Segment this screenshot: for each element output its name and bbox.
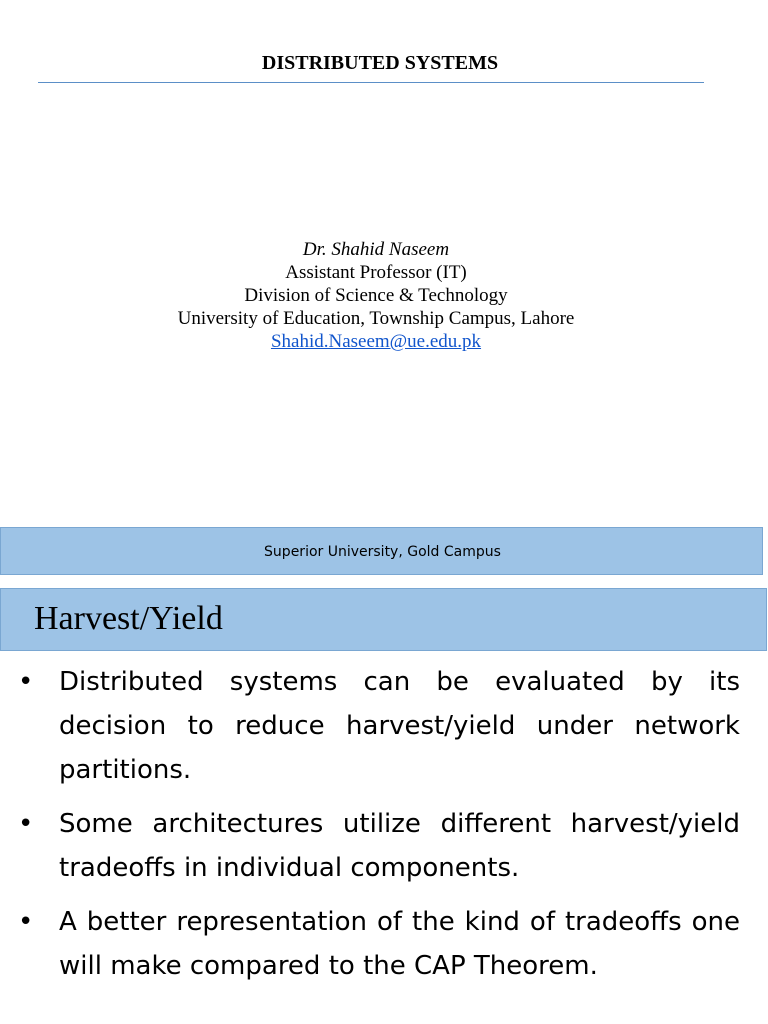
slide-title: Harvest/Yield [34, 600, 223, 637]
bullet-text: A better representation of the kind of tradeoffs one will make compared to the CAP Theorem. [59, 907, 740, 981]
bullet-marker: • [18, 667, 34, 697]
bullet-marker: • [18, 809, 34, 839]
header-divider [38, 82, 704, 83]
bullet-marker: • [18, 907, 34, 937]
slide-title-band [0, 588, 767, 651]
footer-text: Superior University, Gold Campus [264, 544, 501, 560]
bullet-item [0, 802, 768, 890]
footer-band [0, 527, 763, 575]
bullet-text: Distributed systems can be evaluated by its decision to reduce harvest/yield under network partitions. [59, 667, 740, 785]
document-title: DISTRIBUTED SYSTEMS [261, 52, 499, 74]
bullet-text: Some architectures utilize different harvest/yield tradeoffs in individual components. [59, 809, 740, 883]
author-position: Assistant Professor (IT) [285, 262, 467, 283]
bullet-item [0, 900, 768, 988]
author-division: Division of Science & Technology [244, 285, 508, 306]
bullet-list [0, 660, 768, 998]
author-block [0, 238, 752, 353]
bullet-item [0, 660, 768, 792]
page-header [0, 0, 768, 90]
author-email-link[interactable]: Shahid.Naseem@ue.edu.pk [270, 331, 482, 352]
author-university: University of Education, Township Campus, Lahore [177, 308, 575, 329]
author-name: Dr. Shahid Naseem [302, 239, 450, 260]
